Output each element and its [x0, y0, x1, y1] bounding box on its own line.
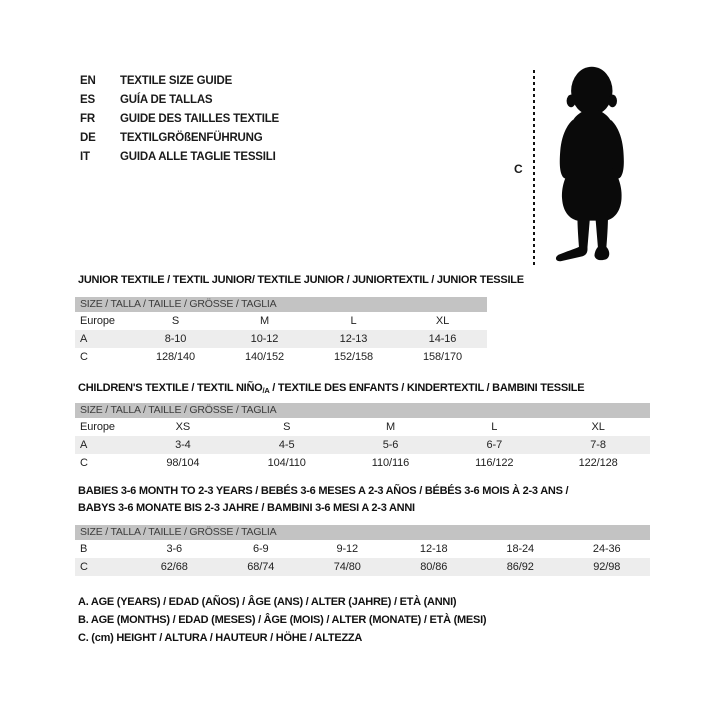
table-row-europe — [75, 312, 487, 330]
language-label: GUIDE DES TAILLES TEXTILE — [120, 113, 279, 125]
table-cell: S — [283, 421, 291, 433]
table-cell: 68/74 — [247, 561, 275, 573]
babies-size-table — [75, 525, 650, 576]
language-code: IT — [80, 151, 90, 163]
children-size-table — [75, 403, 650, 472]
language-row — [80, 148, 279, 167]
language-label: TEXTILE SIZE GUIDE — [120, 75, 233, 87]
table-row-months — [75, 540, 650, 558]
table-cell: 110/116 — [371, 457, 410, 469]
table-cell: 116/122 — [475, 457, 514, 469]
title-subscript: /A — [262, 386, 270, 395]
title-text: CHILDREN'S TEXTILE / TEXTIL NIÑO — [78, 382, 263, 394]
table-cell: 3-4 — [175, 439, 191, 451]
language-code: ES — [80, 94, 95, 106]
language-label: TEXTILGRÖßENFÜHRUNG — [120, 132, 263, 144]
table-cell: 62/68 — [160, 561, 188, 573]
row-label: C — [80, 457, 88, 469]
language-code: EN — [80, 75, 96, 87]
table-cell: L — [350, 315, 357, 327]
size-header-bar: SIZE / TALLA / TAILLE / GRÖSSE / TAGLIA — [75, 403, 650, 418]
table-cell: 86/92 — [506, 561, 534, 573]
title-line-1: BABIES 3-6 MONTH TO 2-3 YEARS / BEBÉS 3-6 MESES A 2-3 AÑOS / BÉBÉS 3-6 MOIS À 2-3 ANS / — [78, 485, 569, 497]
table-row-height — [75, 558, 650, 576]
note-c: C. (cm) HEIGHT / ALTURA / HAUTEUR / HÖHE / ALTEZZA — [78, 632, 363, 644]
baby-silhouette-icon — [545, 64, 635, 271]
size-header-bar: SIZE / TALLA / TAILLE / GRÖSSE / TAGLIA — [75, 525, 650, 540]
row-label: Europe — [80, 421, 115, 433]
table-cell: 4-5 — [278, 439, 295, 451]
language-row — [80, 129, 279, 148]
language-row — [80, 110, 279, 129]
table-cell: 6-9 — [252, 543, 269, 555]
size-header-bar: SIZE / TALLA / TAILLE / GRÖSSE / TAGLIA — [75, 297, 487, 312]
table-cell: 140/152 — [244, 351, 285, 363]
table-row-height — [75, 454, 650, 472]
row-label: A — [80, 439, 88, 451]
table-cell: L — [491, 421, 498, 433]
table-cell: 8-10 — [164, 333, 187, 345]
language-label: GUÍA DE TALLAS — [120, 94, 213, 106]
table-cell: 24-36 — [592, 543, 621, 555]
title-text: / TEXTILE DES ENFANTS / KINDERTEXTIL / BAMBINI TESSILE — [269, 382, 585, 394]
table-cell: XL — [591, 421, 605, 433]
table-cell: 104/110 — [267, 457, 306, 469]
section-title-junior: JUNIOR TEXTILE / TEXTIL JUNIOR/ TEXTILE JUNIOR / JUNIORTEXTIL / JUNIOR TESSILE — [78, 274, 524, 286]
note-a: A. AGE (YEARS) / EDAD (AÑOS) / ÂGE (ANS) / ALTER (JAHRE) / ETÀ (ANNI) — [78, 596, 457, 608]
table-cell: 128/140 — [155, 351, 196, 363]
section-title-children — [78, 380, 584, 399]
language-list — [80, 72, 279, 167]
table-cell: 18-24 — [506, 543, 535, 555]
table-row-age — [75, 330, 487, 348]
language-code: FR — [80, 113, 95, 125]
title-line-2: BABYS 3-6 MONATE BIS 2-3 JAHRE / BAMBINI 3-6 MESI A 2-3 ANNI — [78, 502, 415, 514]
table-cell: 74/80 — [333, 561, 361, 573]
note-b: B. AGE (MONTHS) / EDAD (MESES) / ÂGE (MOIS) / ALTER (MONATE) / ETÀ (MESI) — [78, 614, 487, 626]
language-row — [80, 91, 279, 110]
row-label: B — [80, 543, 88, 555]
table-cell: M — [259, 315, 270, 327]
row-label: Europe — [80, 315, 115, 327]
table-cell: 6-7 — [486, 439, 503, 451]
table-cell: XS — [175, 421, 191, 433]
table-row-europe — [75, 418, 650, 436]
table-row-age — [75, 436, 650, 454]
table-cell: 14-16 — [428, 333, 457, 345]
language-row — [80, 72, 279, 91]
table-cell: 9-12 — [336, 543, 359, 555]
row-label: A — [80, 333, 88, 345]
table-cell: 80/86 — [420, 561, 448, 573]
height-dashed-line — [533, 70, 535, 268]
table-cell: 7-8 — [590, 439, 606, 451]
table-cell: 10-12 — [250, 333, 279, 345]
table-cell: 122/128 — [578, 457, 618, 469]
table-row-height — [75, 348, 487, 366]
table-cell: 152/158 — [333, 351, 374, 363]
height-label-c: C — [514, 162, 523, 176]
table-cell: 12-18 — [419, 543, 448, 555]
table-cell: S — [171, 315, 180, 327]
table-cell: M — [385, 421, 396, 433]
table-cell: 92/98 — [593, 561, 621, 573]
row-label: C — [80, 561, 88, 573]
language-code: DE — [80, 132, 96, 144]
junior-size-table — [75, 297, 487, 366]
language-label: GUIDA ALLE TAGLIE TESSILI — [120, 151, 276, 163]
row-label: C — [80, 351, 88, 363]
table-cell: 12-13 — [339, 333, 368, 345]
table-cell: 98/104 — [166, 457, 200, 469]
table-cell: 158/170 — [422, 351, 463, 363]
table-cell: 5-6 — [382, 439, 399, 451]
legend-notes — [78, 593, 486, 647]
table-cell: XL — [435, 315, 450, 327]
section-title-babies — [78, 483, 568, 517]
table-cell: 3-6 — [166, 543, 183, 555]
